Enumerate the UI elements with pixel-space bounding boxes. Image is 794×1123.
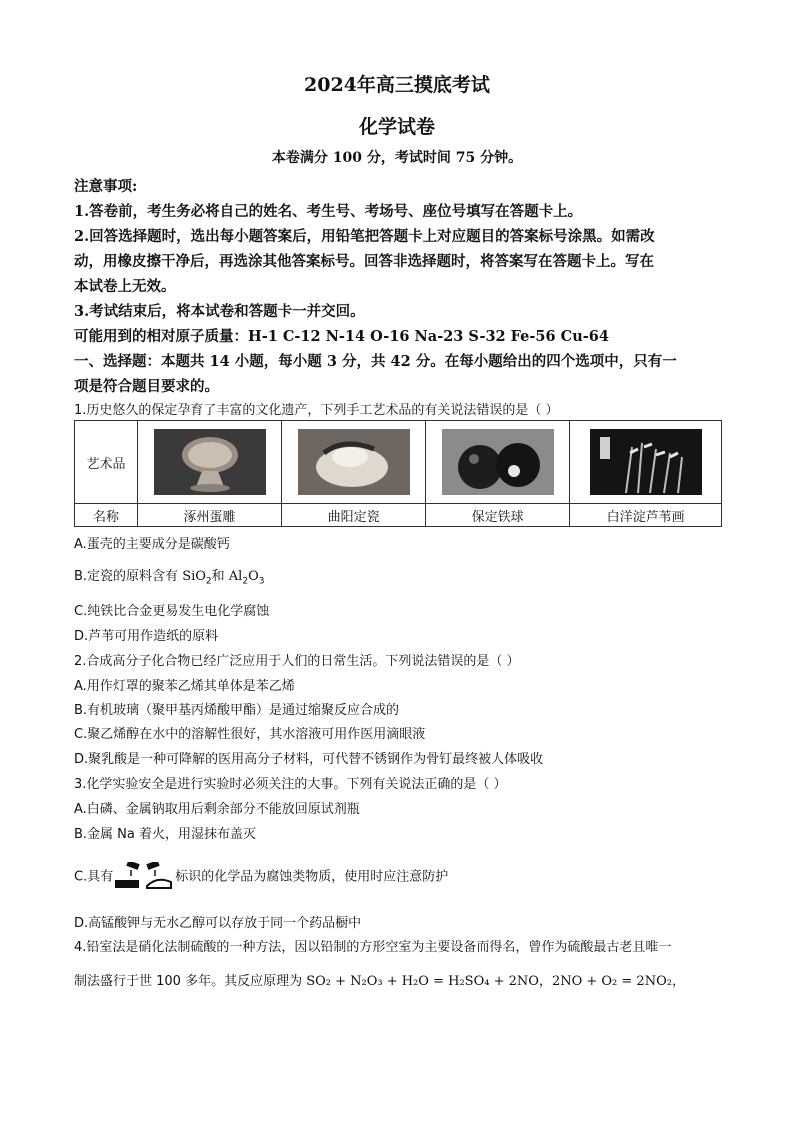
corrosive-hazard-icon <box>113 862 175 892</box>
q2-stem: 2.合成高分子化合物已经广泛应用于人们的日常生活。下列说法错误的是（ ） <box>74 654 520 669</box>
q2-option-c: C.聚乙烯醇在水中的溶解性很好，其水溶液可用作医用滴眼液 <box>74 727 426 742</box>
q3-option-b: B.金属 Na 着火，用湿抹布盖灭 <box>74 827 257 842</box>
notes-heading: 注意事项: <box>74 178 138 195</box>
q3-option-c: C.具有 标识的化学品为腐蚀类物质，使用时应注意防护 <box>74 862 726 892</box>
q1-option-b: B.定瓷的原料含有 SiO$_2$和 $Al_2O_3$ <box>74 569 265 587</box>
q1-option-d: D.芦苇可用作造纸的原料 <box>74 629 219 644</box>
q4-line-2: 制法盛行于世 100 多年。其反应原理为 SO₂ + N₂O₃ + H₂O = H₂SO₄ + 2NO，2NO + O₂ = 2NO₂， <box>74 974 685 989</box>
iron-balls-image <box>438 427 558 497</box>
q2-option-b: B.有机玻璃（聚甲基丙烯酸甲酯）是通过缩聚反应合成的 <box>74 703 400 718</box>
artwork-name: 白洋淀芦苇画 <box>570 504 722 527</box>
artwork-table <box>74 420 722 527</box>
q2-option-d: D.聚乳酸是一种可降解的医用高分子材料，可代替不锈钢作为骨钉最终被人体吸收 <box>74 752 544 767</box>
exam-info: 本卷满分 100 分，考试时间 75 分钟。 <box>271 150 523 166</box>
atomic-masses: 可能用到的相对原子质量：H-1 C-12 N-14 O-16 Na-23 S-32 Fe-56 Cu-64 <box>74 328 609 345</box>
exam-title: 2024年高三摸底考试 <box>304 74 490 96</box>
subject-title: 化学试卷 <box>358 116 435 138</box>
section-1-line-2: 项是符合题目要求的。 <box>74 378 219 395</box>
q2-option-a: A.用作灯罩的聚苯乙烯其单体是苯乙烯 <box>74 679 295 694</box>
note-2-line-2: 动，用橡皮擦干净后，再选涂其他答案标号。回答非选择题时，将答案写在答题卡上。写在 <box>74 253 654 270</box>
egg-carving-image <box>150 427 270 497</box>
note-2-line-1: 2.回答选择题时，选出每小题答案后，用铅笔把答题卡上对应题目的答案标号涂黑。如需改 <box>74 228 655 245</box>
artwork-name: 保定铁球 <box>426 504 570 527</box>
note-3: 3.考试结束后，将本试卷和答题卡一并交回。 <box>74 303 365 320</box>
artwork-name: 涿州蛋雕 <box>138 504 282 527</box>
q4-line-1: 4.铅室法是硝化法制硫酸的一种方法，因以铅制的方形空室为主要设备而得名，曾作为硫酸最古老且唯一 <box>74 940 672 955</box>
q3-stem: 3.化学实验安全是进行实验时必须关注的大事。下列有关说法正确的是（ ） <box>74 777 507 792</box>
q1-option-a: A.蛋壳的主要成分是碳酸钙 <box>74 537 230 552</box>
row-label-name: 名称 <box>75 504 138 527</box>
q1-option-c: C.纯铁比合金更易发生电化学腐蚀 <box>74 604 270 619</box>
q3-option-a: A.白磷、金属钠取用后剩余部分不能放回原试剂瓶 <box>74 802 360 817</box>
reaction-equation-2: 2NO + O₂ = 2NO₂ <box>551 974 672 989</box>
q3-option-d: D.高锰酸钾与无水乙醇可以存放于同一个药品橱中 <box>74 916 362 931</box>
reaction-equation-1: SO₂ + N₂O₃ + H₂O = H₂SO₄ + 2NO <box>306 974 539 989</box>
note-2-line-3: 本试卷上无效。 <box>74 278 176 295</box>
reed-painting-image <box>586 427 706 497</box>
q1-stem: 1.历史悠久的保定孕育了丰富的文化遗产，下列手工艺术品的有关说法错误的是（ ） <box>74 403 559 418</box>
ding-porcelain-image <box>294 427 414 497</box>
row-label-artwork: 艺术品 <box>75 421 138 504</box>
note-1: 1.答卷前，考生务必将自己的姓名、考生号、考场号、座位号填写在答题卡上。 <box>74 203 583 220</box>
section-1-line-1: 一、选择题：本题共 14 小题，每小题 3 分，共 42 分。在每小题给出的四个选项中，只有一 <box>74 353 677 370</box>
artwork-name: 曲阳定瓷 <box>282 504 426 527</box>
